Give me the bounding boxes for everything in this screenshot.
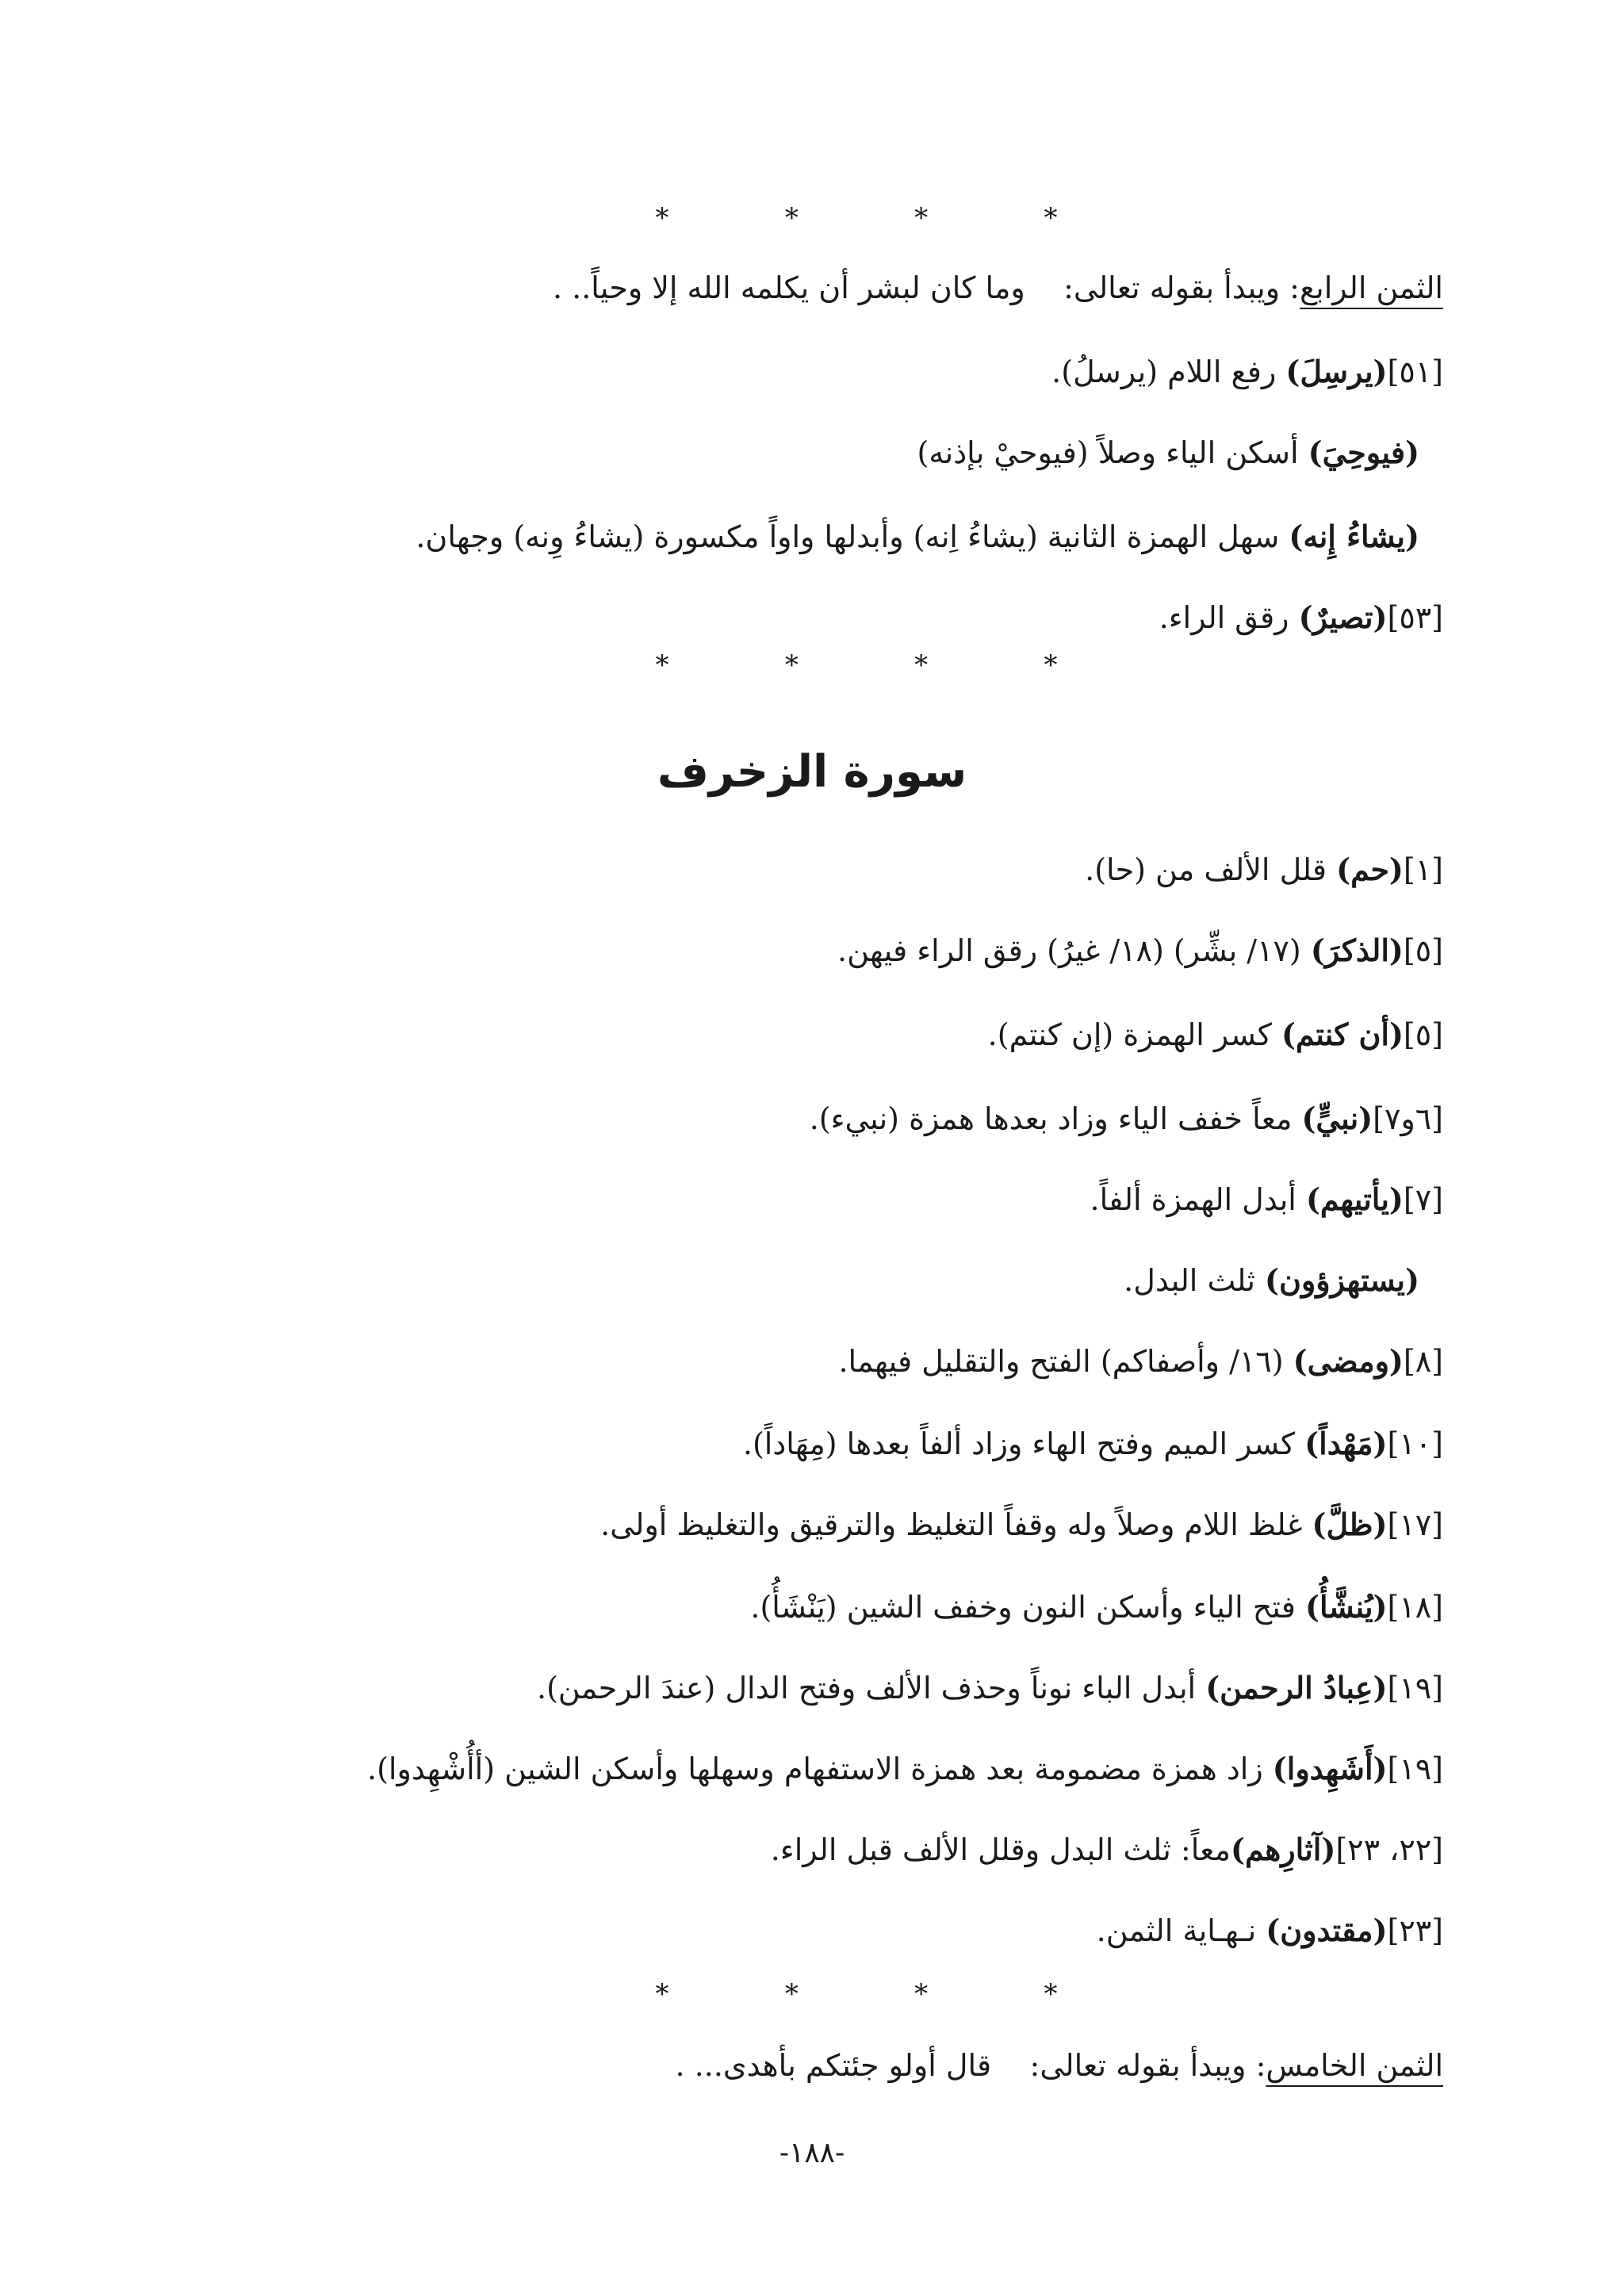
section-separator bbox=[650, 1978, 1063, 2010]
entry-ref: [١] bbox=[1403, 852, 1443, 887]
entry-word: (يُنشَّأُ) bbox=[1305, 1589, 1388, 1625]
entry-word: (ومضى) bbox=[1293, 1343, 1404, 1379]
entry-note: فتح الياء وأسكن النون وخفف الشين (يَنْشَأُ). bbox=[750, 1590, 1306, 1625]
entry-line bbox=[750, 1589, 1443, 1625]
entry-ref: [١٩] bbox=[1387, 1671, 1443, 1705]
entry-note: أسكن الياء وصلاً (فيوحيْ بإذنه) bbox=[917, 435, 1308, 470]
entry-line bbox=[1159, 599, 1443, 635]
eighth-four-label: الثمن الرابع bbox=[1299, 270, 1443, 305]
entry-word: (حم) bbox=[1336, 852, 1404, 887]
entry-line bbox=[809, 1101, 1443, 1136]
star: * bbox=[784, 649, 799, 681]
star: * bbox=[784, 1978, 799, 2010]
entry-ref: [٥] bbox=[1403, 933, 1443, 968]
entry-word: (أَشَهِدوا) bbox=[1272, 1751, 1388, 1786]
entry-note: ثلث البدل. bbox=[1124, 1263, 1265, 1298]
eighth-five-heading bbox=[676, 2050, 1444, 2081]
entry-word: (يرسِلَ) bbox=[1285, 354, 1388, 389]
entry-ref: [١٩] bbox=[1387, 1751, 1443, 1786]
entry-word: (ظلَّ) bbox=[1312, 1506, 1388, 1542]
entry-word: (آثارِهم) bbox=[1230, 1832, 1336, 1867]
entry-word: (تصيرٌ) bbox=[1298, 599, 1388, 635]
entry-line bbox=[1051, 354, 1443, 389]
entry-note: زاد همزة مضمومة بعد همزة الاستفهام وسهلها وأسكن الشين (أأُشْهِدوا). bbox=[367, 1751, 1273, 1786]
eighth-four-heading bbox=[552, 270, 1443, 305]
entry-ref: [١٧] bbox=[1387, 1507, 1443, 1542]
entry-ref: [٥١] bbox=[1387, 354, 1443, 389]
star: * bbox=[1044, 202, 1058, 234]
entry-line bbox=[367, 1751, 1443, 1786]
entry-note: غلظ اللام وصلاً وله وقفاً التغليظ والترقيق والتغليظ أولى. bbox=[600, 1507, 1312, 1542]
entry-ref: [٦و٧] bbox=[1373, 1101, 1443, 1136]
star: * bbox=[1044, 649, 1058, 681]
star: * bbox=[914, 202, 929, 234]
entry-word: (الذكرَ) bbox=[1310, 932, 1404, 968]
entry-word: (مقتدون) bbox=[1266, 1912, 1388, 1948]
section-separator bbox=[650, 649, 1063, 681]
entry-note: أبدل الباء نوناً وحذف الألف وفتح الدال (عندَ الرحمن). bbox=[536, 1671, 1206, 1705]
entry-note: كسر الميم وفتح الهاء وزاد ألفاً بعدها (مِهَاداً). bbox=[742, 1426, 1305, 1461]
entry-line bbox=[987, 1016, 1443, 1052]
entry-note: معاً خفف الياء وزاد بعدها همزة (نبيء). bbox=[809, 1101, 1302, 1136]
entry-ref: [١٨] bbox=[1387, 1590, 1443, 1625]
entry-ref: [٥٣] bbox=[1387, 600, 1443, 635]
star: * bbox=[914, 1978, 929, 2010]
eighth-five-label: الثمن الخامس bbox=[1266, 2048, 1443, 2083]
entry-line bbox=[1096, 1912, 1443, 1948]
entry-note: رقق الراء. bbox=[1159, 600, 1299, 635]
entry-line bbox=[416, 519, 1419, 554]
entry-note: معاً: ثلث البدل وقلل الألف قبل الراء. bbox=[770, 1832, 1231, 1867]
star: * bbox=[655, 1978, 669, 2010]
entry-note: قلل الألف من (حا). bbox=[1085, 852, 1337, 887]
eighth-five-verse: قال أولو جئتكم بأهدى... . bbox=[675, 2048, 992, 2083]
surah-title: سورة الزخرف bbox=[657, 746, 967, 798]
entry-ref: [٨] bbox=[1403, 1344, 1443, 1379]
entry-word: (نبيٍّ) bbox=[1301, 1101, 1373, 1136]
entry-line bbox=[1085, 852, 1443, 887]
star: * bbox=[655, 202, 669, 234]
entry-note: أبدل الهمزة ألفاً. bbox=[1090, 1182, 1306, 1217]
entry-word: (عِبادُ الرحمن) bbox=[1205, 1670, 1388, 1705]
eighth-five-intro: : ويبدأ بقوله تعالى: bbox=[1029, 2048, 1266, 2083]
entry-word: (يشاءُ إِنه) bbox=[1289, 519, 1419, 554]
page-number: -١٨٨- bbox=[779, 2137, 845, 2169]
entry-line bbox=[837, 932, 1443, 968]
entry-line bbox=[1090, 1181, 1444, 1217]
star: * bbox=[784, 202, 799, 234]
entry-note: رفع اللام (يرسلُ). bbox=[1051, 354, 1286, 389]
entry-line bbox=[600, 1506, 1443, 1542]
star: * bbox=[655, 649, 669, 681]
entry-word: (مَهْداً) bbox=[1304, 1426, 1388, 1461]
entry-line bbox=[770, 1832, 1443, 1867]
entry-ref: [٢٣] bbox=[1387, 1913, 1443, 1948]
entry-ref: [٢٢، ٢٣] bbox=[1335, 1832, 1443, 1867]
entry-word: (فيوحِيَ) bbox=[1308, 434, 1419, 470]
entry-word: (يستهزؤون) bbox=[1265, 1262, 1419, 1298]
section-separator bbox=[650, 202, 1063, 234]
star: * bbox=[1044, 1978, 1058, 2010]
entry-word: (أن كنتم) bbox=[1281, 1016, 1404, 1052]
entry-line bbox=[917, 434, 1419, 470]
entry-ref: [١٠] bbox=[1387, 1426, 1443, 1461]
entry-note: (١٦/ وأصفاكم) الفتح والتقليل فيهما. bbox=[838, 1344, 1293, 1379]
eighth-four-intro: : ويبدأ بقوله تعالى: bbox=[1063, 270, 1300, 305]
entry-note: نـهـاية الثمن. bbox=[1096, 1913, 1266, 1948]
entry-line bbox=[1124, 1262, 1419, 1298]
star: * bbox=[914, 649, 929, 681]
entry-ref: [٧] bbox=[1403, 1182, 1443, 1217]
entry-word: (يأتيهم) bbox=[1305, 1181, 1404, 1217]
entry-note: سهل الهمزة الثانية (يشاءُ اِنه) وأبدلها واواً مكسورة (يشاءُ وِنه) وجهان. bbox=[416, 519, 1289, 554]
entry-line bbox=[838, 1343, 1443, 1379]
entry-ref: [٥] bbox=[1403, 1017, 1443, 1052]
entry-line bbox=[742, 1426, 1443, 1461]
entry-note: (١٧/ بشِّر) (١٨/ غيرُ) رقق الراء فيهن. bbox=[837, 933, 1311, 968]
entry-line bbox=[536, 1670, 1443, 1705]
eighth-four-verse: وما كان لبشر أن يكلمه الله إلا وحياً.. . bbox=[552, 270, 1025, 305]
entry-note: كسر الهمزة (إن كنتم). bbox=[987, 1017, 1281, 1052]
